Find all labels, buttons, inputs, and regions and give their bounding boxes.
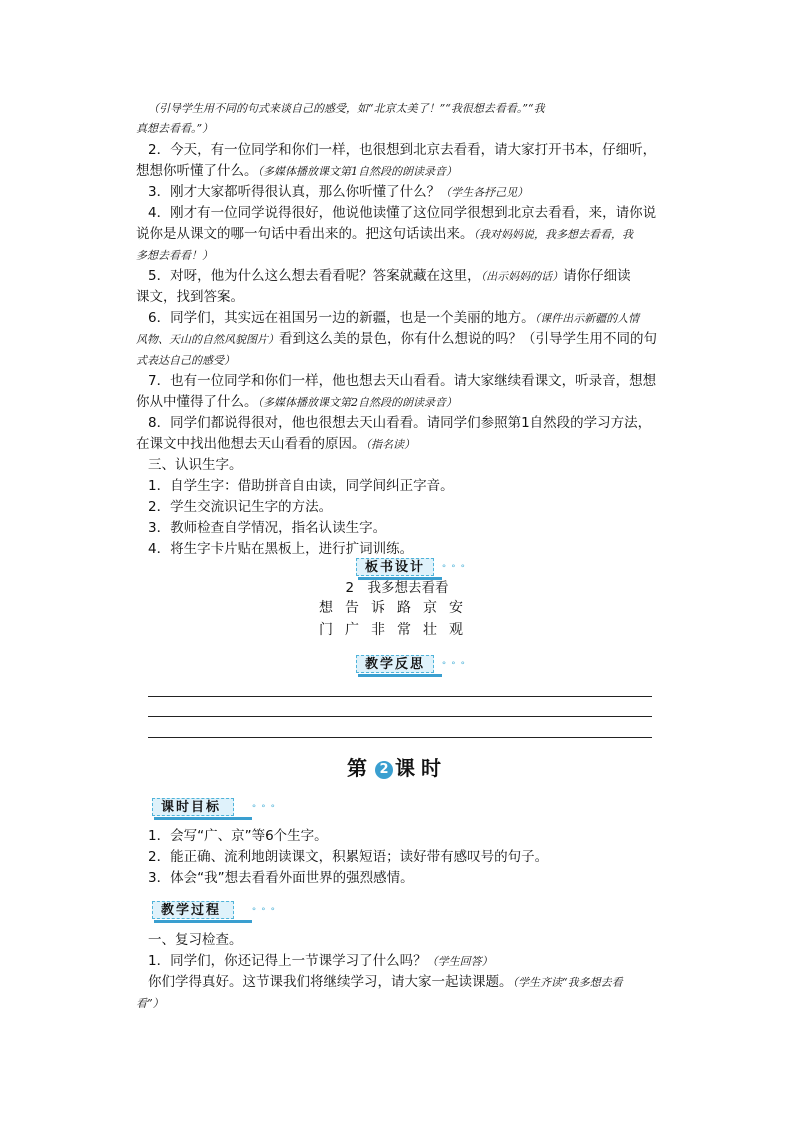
writing-line bbox=[148, 737, 652, 738]
text-line: 想想你听懂了什么。（多媒体播放课文第1自然段的朗读录音） bbox=[136, 163, 457, 179]
text-line: 看”） bbox=[136, 997, 164, 1010]
text-line: 2．今天，有一位同学和你们一样，也很想到北京去看看，请大家打开书本，仔细听， bbox=[148, 142, 657, 158]
goal-item: 3．体会“我”想去看看外面世界的强烈感情。 bbox=[148, 870, 414, 886]
text-line: 5．对呀，他为什么这么想去看看呢？答案就藏在这里，（出示妈妈的话）请你仔细读 bbox=[148, 268, 631, 284]
text-line: 4．将生字卡片贴在黑板上，进行扩词训练。 bbox=[148, 541, 414, 557]
text-line: 2．学生交流识记生字的方法。 bbox=[148, 499, 333, 515]
text-line: 你从中懂得了什么。（多媒体播放课文第2自然段的朗读录音） bbox=[136, 394, 457, 410]
section-heading: 一、复习检查。 bbox=[148, 932, 243, 948]
text-line: 多想去看看！） bbox=[136, 249, 213, 262]
goal-item: 1．会写“广、京”等6个生字。 bbox=[148, 828, 328, 844]
text-line: 3．刚才大家都听得很认真，那么你听懂了什么？（学生各抒己见） bbox=[148, 184, 529, 200]
board-chars-row-1: 想告诉路京安 bbox=[319, 600, 475, 616]
text-line: 课文，找到答案。 bbox=[136, 289, 244, 305]
reflection-tag: 教学反思 ° ° ° bbox=[356, 655, 452, 677]
text-line: 式表达自己的感受） bbox=[136, 354, 235, 367]
text-line: 你们学得真好。这节课我们将继续学习，请大家一起读课题。（学生齐读“我多想去看 bbox=[148, 974, 623, 990]
text-line: 说你是从课文的哪一句话中看出来的。把这句话读出来。（我对妈妈说，我多想去看看，我 bbox=[136, 226, 633, 242]
text-line: 6．同学们，其实远在祖国另一边的新疆，也是一个美丽的地方。（课件出示新疆的人情 bbox=[148, 310, 640, 326]
text-line: （引导学生用不同的句式来谈自己的感受，如“北京太美了！”“我很想去看看。”“我 bbox=[148, 102, 545, 115]
goals-tag: 课时目标 ° ° ° bbox=[152, 798, 262, 820]
board-design-tag: 板书设计 ° ° ° bbox=[356, 558, 452, 580]
text-line: 风物、天山的自然风貌图片）看到这么美的景色，你有什么想说的吗？（引导学生用不同的句 bbox=[136, 331, 657, 347]
text-line: 真想去看看。”） bbox=[136, 122, 214, 135]
text-line: 7．也有一位同学和你们一样，他也想去天山看看。请大家继续看课文，听录音，想想 bbox=[148, 373, 657, 389]
lesson-number-badge: 2 bbox=[375, 761, 393, 779]
section-heading: 三、认识生字。 bbox=[148, 457, 243, 473]
board-chars-row-2: 门广非常壮观 bbox=[319, 622, 475, 638]
text-line: 1．自学生字：借助拼音自由读，同学间纠正字音。 bbox=[148, 478, 454, 494]
lesson-title: 第 2 课时 bbox=[347, 756, 447, 780]
board-title: 2 我多想去看看 bbox=[345, 580, 449, 596]
text-line: 3．教师检查自学情况，指名认读生字。 bbox=[148, 520, 387, 536]
goal-item: 2．能正确、流利地朗读课文，积累短语；读好带有感叹号的句子。 bbox=[148, 849, 549, 865]
writing-line bbox=[148, 716, 652, 717]
writing-line bbox=[148, 696, 652, 697]
text-line: 在课文中找出他想去天山看看的原因。（指名读） bbox=[136, 436, 415, 452]
text-line: 1．同学们，你还记得上一节课学习了什么吗？（学生回答） bbox=[148, 953, 493, 969]
text-line: 8．同学们都说得很对，他也很想去天山看看。请同学们参照第1自然段的学习方法， bbox=[148, 415, 652, 431]
process-tag: 教学过程 ° ° ° bbox=[152, 901, 262, 923]
text-line: 4．刚才有一位同学说得很好，他说他读懂了这位同学很想到北京去看看，来，请你说 bbox=[148, 205, 657, 221]
